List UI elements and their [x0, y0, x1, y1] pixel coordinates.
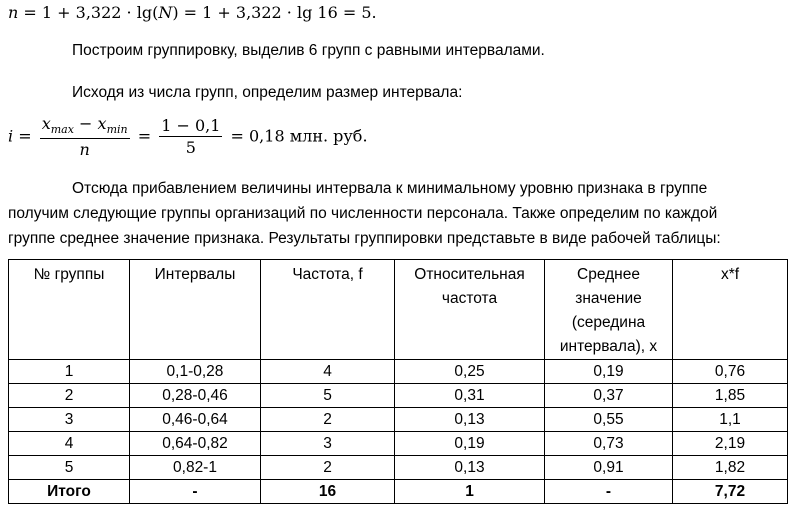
- total-interval: -: [130, 480, 261, 504]
- cell-group: 2: [9, 384, 130, 408]
- cell-group: 1: [9, 360, 130, 384]
- cell-mean: 0,73: [545, 432, 673, 456]
- cell-xf: 1,85: [673, 384, 788, 408]
- cell-interval: 0,28-0,46: [130, 384, 261, 408]
- table-row: [9, 360, 788, 384]
- cell-interval: 0,82-1: [130, 456, 261, 480]
- cell-xf: 0,76: [673, 360, 788, 384]
- header-intervals: Интервалы: [130, 260, 261, 360]
- table-header-row: [9, 260, 788, 360]
- table-row: [9, 432, 788, 456]
- total-xf: 7,72: [673, 480, 788, 504]
- cell-mean: 0,37: [545, 384, 673, 408]
- cell-frequency: 2: [261, 456, 395, 480]
- fraction-range: [40, 115, 130, 159]
- header-frequency: Частота, f: [261, 260, 395, 360]
- formula-n-part1: = 1 + 3,322 · lg(: [23, 3, 159, 22]
- paragraph-result-line3: группе среднее значение признака. Результаты группировки представьте в виде рабочей таблицы:: [8, 230, 721, 247]
- cell-group: 5: [9, 456, 130, 480]
- grouping-table: [8, 259, 788, 504]
- cell-interval: 0,1-0,28: [130, 360, 261, 384]
- cell-xf: 2,19: [673, 432, 788, 456]
- paragraph-interval-intro: Исходя из числа групп, определим размер интервала:: [72, 84, 463, 101]
- cell-mean: 0,55: [545, 408, 673, 432]
- cell-mean: 0,91: [545, 456, 673, 480]
- table-row: [9, 384, 788, 408]
- table-row: [9, 456, 788, 480]
- cell-xf: 1,1: [673, 408, 788, 432]
- total-frequency: 16: [261, 480, 395, 504]
- formula-n-part2: ) = 1 + 3,322 · lg 16 = 5.: [172, 3, 377, 22]
- formula-n-symbol: n: [8, 3, 19, 22]
- paragraph-result-line1: Отсюда прибавлением величины интервала к минимальному уровню признака в группе: [72, 180, 708, 197]
- formula-i-symbol: i: [8, 126, 14, 146]
- cell-frequency: 3: [261, 432, 395, 456]
- cell-interval: 0,64-0,82: [130, 432, 261, 456]
- paragraph-grouping: Построим группировку, выделив 6 групп с равными интервалами.: [72, 42, 545, 59]
- cell-xf: 1,82: [673, 456, 788, 480]
- cell-frequency: 5: [261, 384, 395, 408]
- cell-relative-frequency: 0,19: [395, 432, 545, 456]
- header-group-number: № группы: [9, 260, 130, 360]
- formula-N-symbol: N: [158, 3, 173, 22]
- fraction-values: [159, 117, 222, 157]
- table-total-row: [9, 480, 788, 504]
- cell-relative-frequency: 0,25: [395, 360, 545, 384]
- header-mean-value: Среднее значение (середина интервала), x: [545, 260, 673, 360]
- fraction-values-denominator: 5: [185, 138, 196, 158]
- total-mean: -: [545, 480, 673, 504]
- total-label: Итого: [9, 480, 130, 504]
- cell-group: 4: [9, 432, 130, 456]
- cell-mean: 0,19: [545, 360, 673, 384]
- formula-i-result: = 0,18 млн. руб.: [230, 126, 368, 146]
- formula-i-eq2: =: [137, 126, 152, 146]
- paragraph-result-line2: получим следующие группы организаций по численности персонала. Также определим по каждой: [8, 205, 718, 222]
- total-relative-frequency: 1: [395, 480, 545, 504]
- table-row: [9, 408, 788, 432]
- cell-frequency: 4: [261, 360, 395, 384]
- header-relative-frequency: Относительная частота: [395, 260, 545, 360]
- cell-group: 3: [9, 408, 130, 432]
- fraction-range-denominator: n: [79, 140, 90, 160]
- fraction-range-numerator: $x_{max} - x_{min}$: [40, 115, 130, 139]
- cell-frequency: 2: [261, 408, 395, 432]
- cell-relative-frequency: 0,31: [395, 384, 545, 408]
- header-xf: x*f: [673, 260, 788, 360]
- fraction-values-numerator: 1 − 0,1: [159, 117, 222, 138]
- cell-relative-frequency: 0,13: [395, 456, 545, 480]
- formula-i-eq: =: [18, 126, 32, 146]
- cell-interval: 0,46-0,64: [130, 408, 261, 432]
- formula-group-count: [8, 3, 377, 22]
- cell-relative-frequency: 0,13: [395, 408, 545, 432]
- formula-interval: [8, 115, 368, 159]
